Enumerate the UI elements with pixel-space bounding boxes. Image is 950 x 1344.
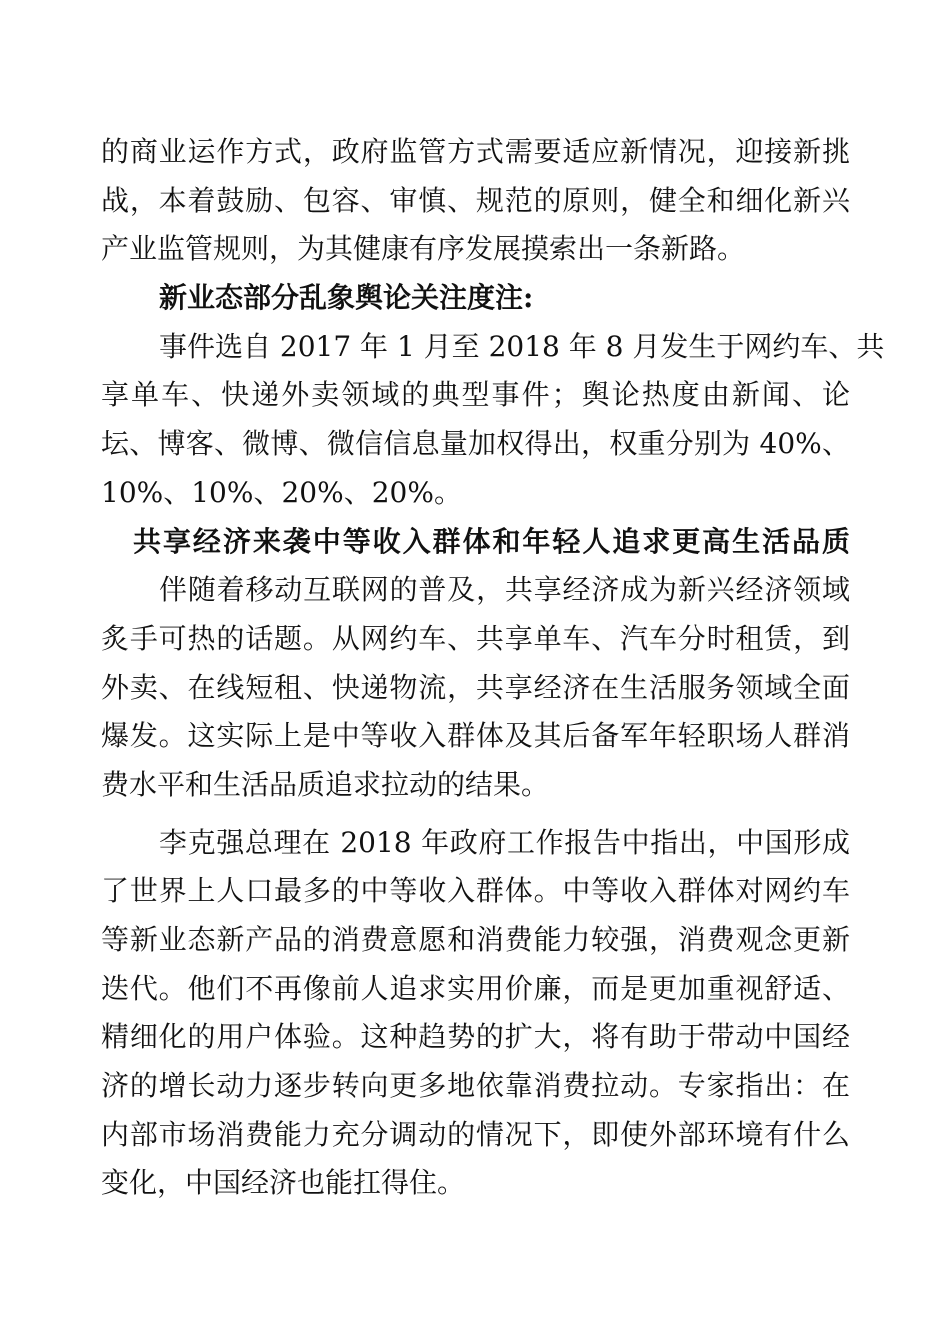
text-line: 等新业态新产品的消费意愿和消费能力较强，消费观念更新 [101, 923, 850, 956]
section-heading: 新业态部分乱象舆论关注度注: [159, 281, 534, 315]
paragraph [101, 128, 850, 274]
text-line: 了世界上人口最多的中等收入群体。中等收入群体对网约车 [101, 874, 850, 908]
text-line: 战，本着鼓励、包容、审慎、规范的原则，健全和细化新兴 [101, 183, 850, 217]
paragraph [101, 566, 850, 809]
text-line: 爆发。这实际上是中等收入群体及其后备军年轻职场人群消 [101, 719, 850, 753]
document-page [101, 128, 885, 1208]
text-line: 享单车、快递外卖领域的典型事件；舆论热度由新闻、论 [101, 378, 850, 412]
text-line: 李克强总理在 2018 年政府工作报告中指出，中国形成 [159, 825, 850, 859]
text-line: 内部市场消费能力充分调动的情况下，即使外部环境有什么 [101, 1117, 850, 1151]
text-line: 产业监管规则，为其健康有序发展摸索出一条新路。 [101, 232, 746, 266]
section-heading: 共享经济来袭中等收入群体和年轻人追求更高生活品质 [133, 524, 850, 558]
paragraph [101, 819, 850, 1209]
text-line: 济的增长动力逐步转向更多地依靠消费拉动。专家指出：在 [101, 1069, 850, 1103]
text-line: 费水平和生活品质追求拉动的结果。 [101, 767, 550, 801]
text-line: 的商业运作方式，政府监管方式需要适应新情况，迎接新挑 [101, 135, 850, 168]
text-line: 外卖、在线短租、快递物流，共享经济在生活服务领域全面 [101, 670, 850, 704]
text-line: 变化，中国经济也能扛得住。 [101, 1166, 466, 1200]
paragraph [101, 323, 885, 518]
text-line: 10%、10%、20%、20%。 [101, 475, 462, 509]
text-line: 坛、博客、微博、微信信息量加权得出，权重分别为 40%、 [101, 427, 850, 461]
text-line: 精细化的用户体验。这种趋势的扩大，将有助于带动中国经 [101, 1020, 850, 1054]
text-line: 炙手可热的话题。从网约车、共享单车、汽车分时租赁，到 [101, 621, 850, 655]
text-line: 伴随着移动互联网的普及，共享经济成为新兴经济领域 [159, 573, 850, 607]
text-line: 迭代。他们不再像前人追求实用价廉，而是更加重视舒适、 [101, 971, 850, 1005]
text-line: 事件选自 2017 年 1 月至 2018 年 8 月发生于网约车、共 [159, 329, 885, 363]
